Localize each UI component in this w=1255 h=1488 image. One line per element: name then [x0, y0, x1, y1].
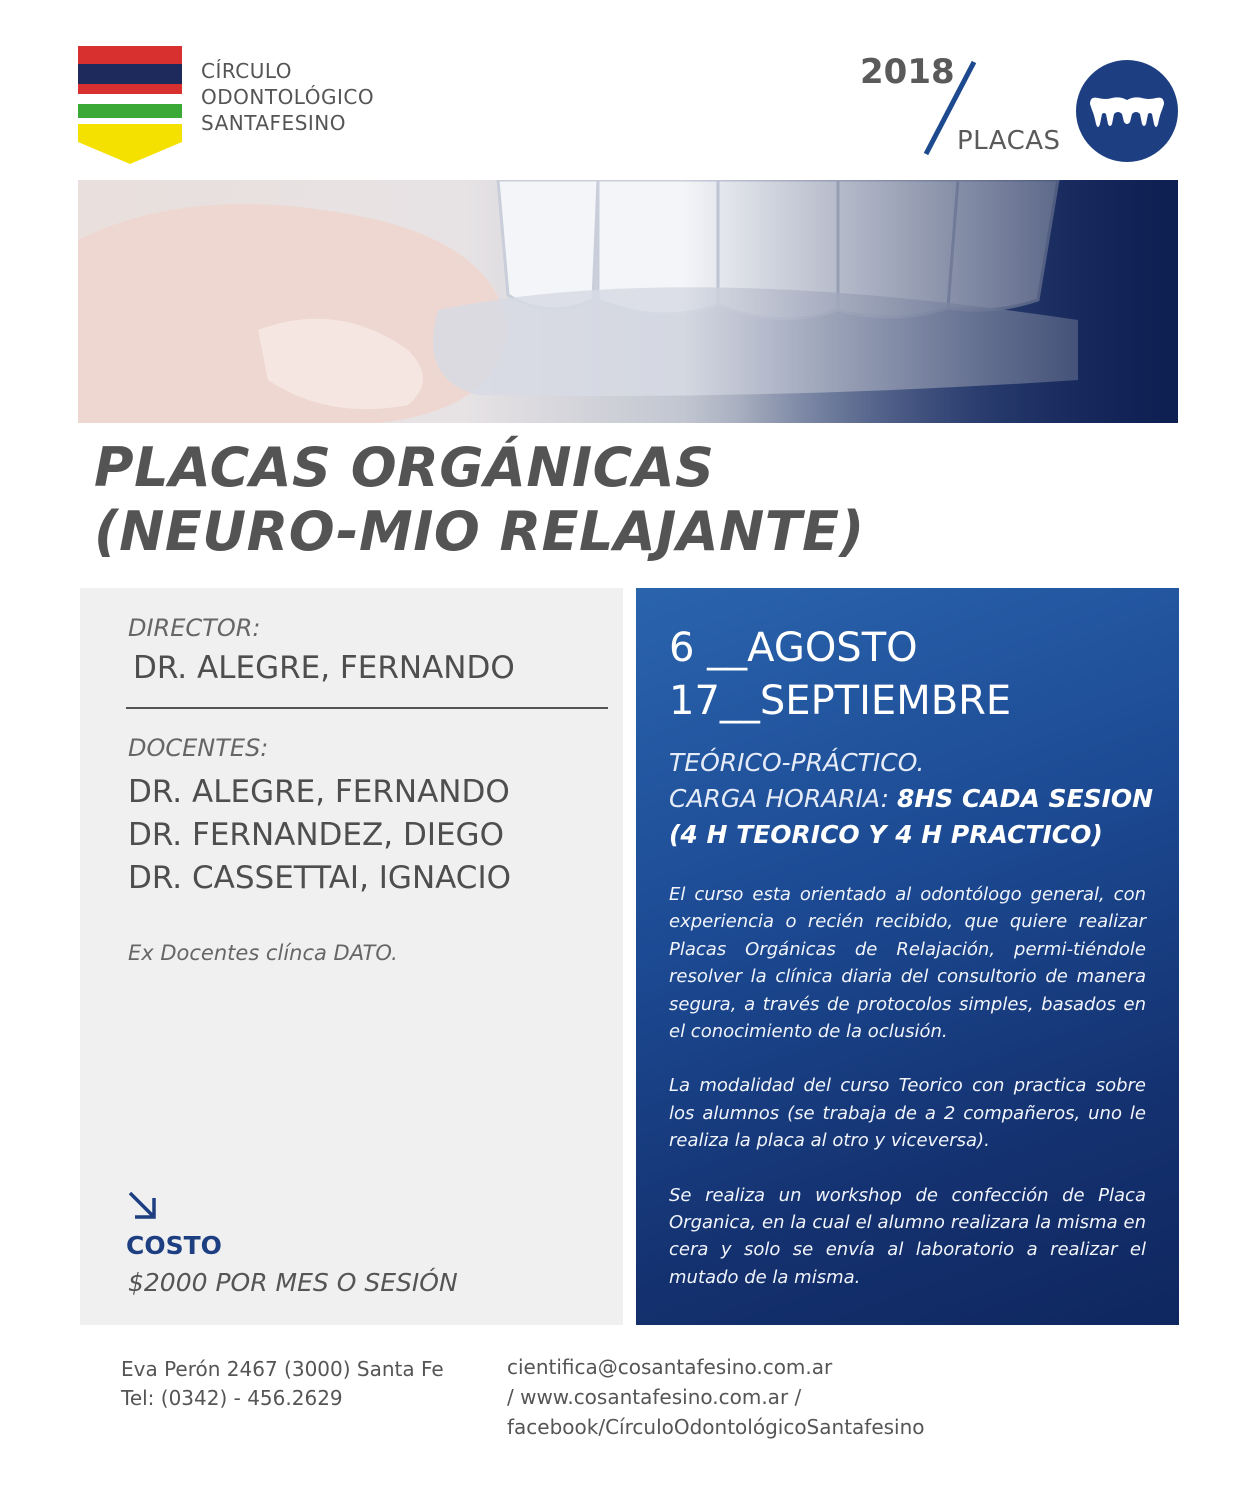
arrow-down-right-icon — [126, 1189, 158, 1221]
course-title-line2: (NEURO-MIO RELAJANTE) — [94, 500, 865, 563]
description-paragraph: La modalidad del curso Teorico con practica sobre los alumnos (se trabaja de a 2 compañeros, uno le realiza la placa al otro y viceversa). — [669, 1075, 1146, 1152]
org-name — [201, 58, 374, 136]
docente-name: DR. FERNANDEZ, DIEGO — [128, 817, 504, 853]
course-hours — [669, 781, 1159, 817]
hours-value: 8HS CADA SESION — [896, 784, 1154, 813]
course-modality — [669, 745, 1159, 853]
course-type: TEÓRICO-PRÁCTICO. — [669, 748, 925, 777]
docente-name: DR. ALEGRE, FERNANDO — [128, 774, 510, 810]
address-line: Eva Perón 2467 (3000) Santa Fe — [121, 1357, 444, 1381]
docentes-list — [128, 771, 511, 900]
docentes-label: DOCENTES: — [128, 734, 269, 762]
course-dates — [669, 622, 1011, 728]
description-paragraph: Se realiza un workshop de confección de Placa Organica, en la cual el alumno realizara la misma en cera y solo se envía al laboratorio a realizar el mutado de la misma. — [669, 1184, 1146, 1288]
website-link[interactable]: / www.cosantafesino.com.ar / — [507, 1385, 802, 1409]
year-label: 2018 — [860, 52, 955, 92]
cost-value: $2000 POR MES O SESIÓN — [128, 1268, 458, 1297]
category-label: PLACAS — [957, 126, 1061, 156]
course-title — [94, 436, 865, 564]
divider — [126, 707, 608, 709]
teeth-icon — [1076, 60, 1178, 162]
hours-detail: (4 H TEORICO Y 4 H PRACTICO) — [669, 820, 1103, 849]
org-name-line: SANTAFESINO — [201, 111, 346, 135]
description-paragraph: El curso esta orientado al odontólogo general, con experiencia o recién recibido, que quiere realizar Placas Orgánicas de Relajación, permi-tiéndole resolver la clínica diaria del consultorio de manera segura, a través de protocolos simples, basados en el conocimiento de la oclusión. — [669, 884, 1146, 1043]
hero-photo — [78, 180, 1178, 423]
facebook-link[interactable]: facebook/CírculoOdontológicoSantafesino — [507, 1415, 925, 1439]
hours-label: CARGA HORARIA: — [669, 784, 897, 813]
docentes-note: Ex Docentes clínca DATO. — [128, 941, 398, 965]
org-name-line: CÍRCULO — [201, 59, 293, 83]
director-name: DR. ALEGRE, FERNANDO — [133, 650, 515, 686]
logo-shield — [78, 46, 182, 164]
email-link[interactable]: cientifica@cosantafesino.com.ar — [507, 1355, 833, 1379]
date-line: 6 __AGOSTO — [669, 625, 918, 671]
director-label: DIRECTOR: — [128, 614, 261, 642]
org-name-line: ODONTOLÓGICO — [201, 85, 375, 109]
footer-contact — [507, 1352, 925, 1442]
course-description — [669, 881, 1146, 1318]
footer-address — [121, 1355, 444, 1413]
date-line: 17__SEPTIEMBRE — [669, 678, 1012, 724]
course-title-line1: PLACAS ORGÁNICAS — [94, 436, 715, 499]
cost-label: COSTO — [126, 1231, 222, 1260]
phone-line: Tel: (0342) - 456.2629 — [121, 1386, 343, 1410]
docente-name: DR. CASSETTAI, IGNACIO — [128, 860, 511, 896]
